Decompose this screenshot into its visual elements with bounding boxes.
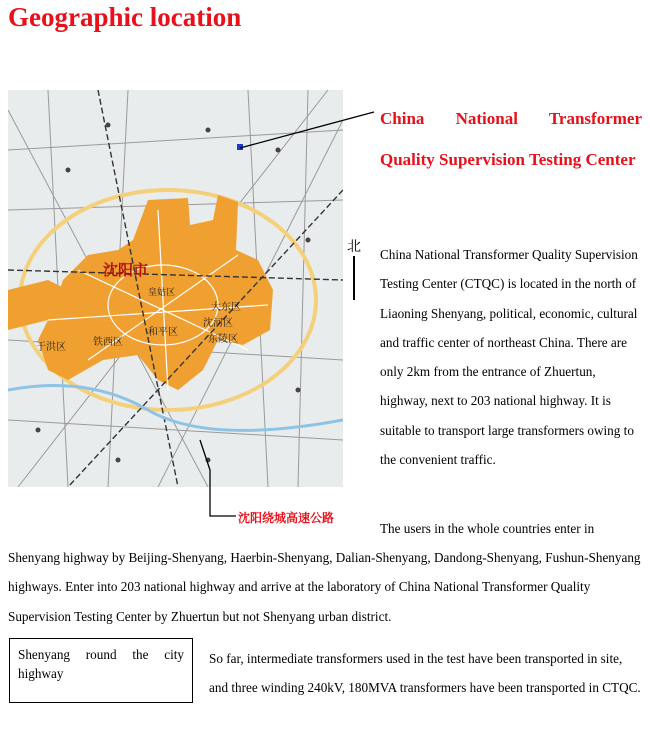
users-paragraph-start: The users in the whole countries enter in [380, 521, 595, 536]
north-arrow-bar [353, 256, 355, 300]
sofar-paragraph: So far, intermediate transformers used in the test have been transported in site, and three winding 240kV, 180MVA transformers have been transported in CTQC. [209, 651, 641, 696]
center-heading: China National Transformer Quality Supervision Testing Center [380, 109, 642, 169]
location-map [8, 90, 343, 487]
page-title: Geographic location [8, 2, 242, 32]
ring-road-map-label: 沈阳绕城高速公路 [238, 511, 335, 525]
district-label: 皇姑区 [148, 288, 176, 298]
district-label: 铁西区 [93, 337, 123, 348]
intro-paragraph: China National Transformer Quality Supervision Testing Center (CTQC) is located in the north of Liaoning Shenyang, political, economic, cultural and traffic center of northeast China. There are only 2km from the entrance of Zhuertun, highway, next to 203 national highway. It is suitable to transport large transformers owing to the convenient traffic. [380, 247, 638, 468]
north-label: 北 [347, 239, 361, 255]
north-arrow [347, 236, 361, 300]
district-label: 于洪区 [36, 342, 66, 353]
city-label: 沈阳市 [103, 261, 149, 279]
district-label: 和平区 [148, 327, 178, 338]
map-graphic [8, 90, 343, 487]
ctqc-marker [237, 144, 243, 150]
users-paragraph-rest: Shenyang highway by Beijing-Shenyang, Haerbin-Shenyang, Dalian-Shenyang, Dandong-Shenyang, Fushun-Shenyang highways. Enter into 203 national highway and arrive at the laboratory of China National Transformer Quality Supervision Testing Center by Zhuertun but not Shenyang urban district. [8, 550, 641, 624]
caption-box: Shenyang round the city highway [9, 638, 193, 703]
district-label: 沈河区 [203, 318, 233, 329]
district-label: 东陵区 [208, 334, 238, 345]
district-label: 大东区 [211, 302, 241, 313]
